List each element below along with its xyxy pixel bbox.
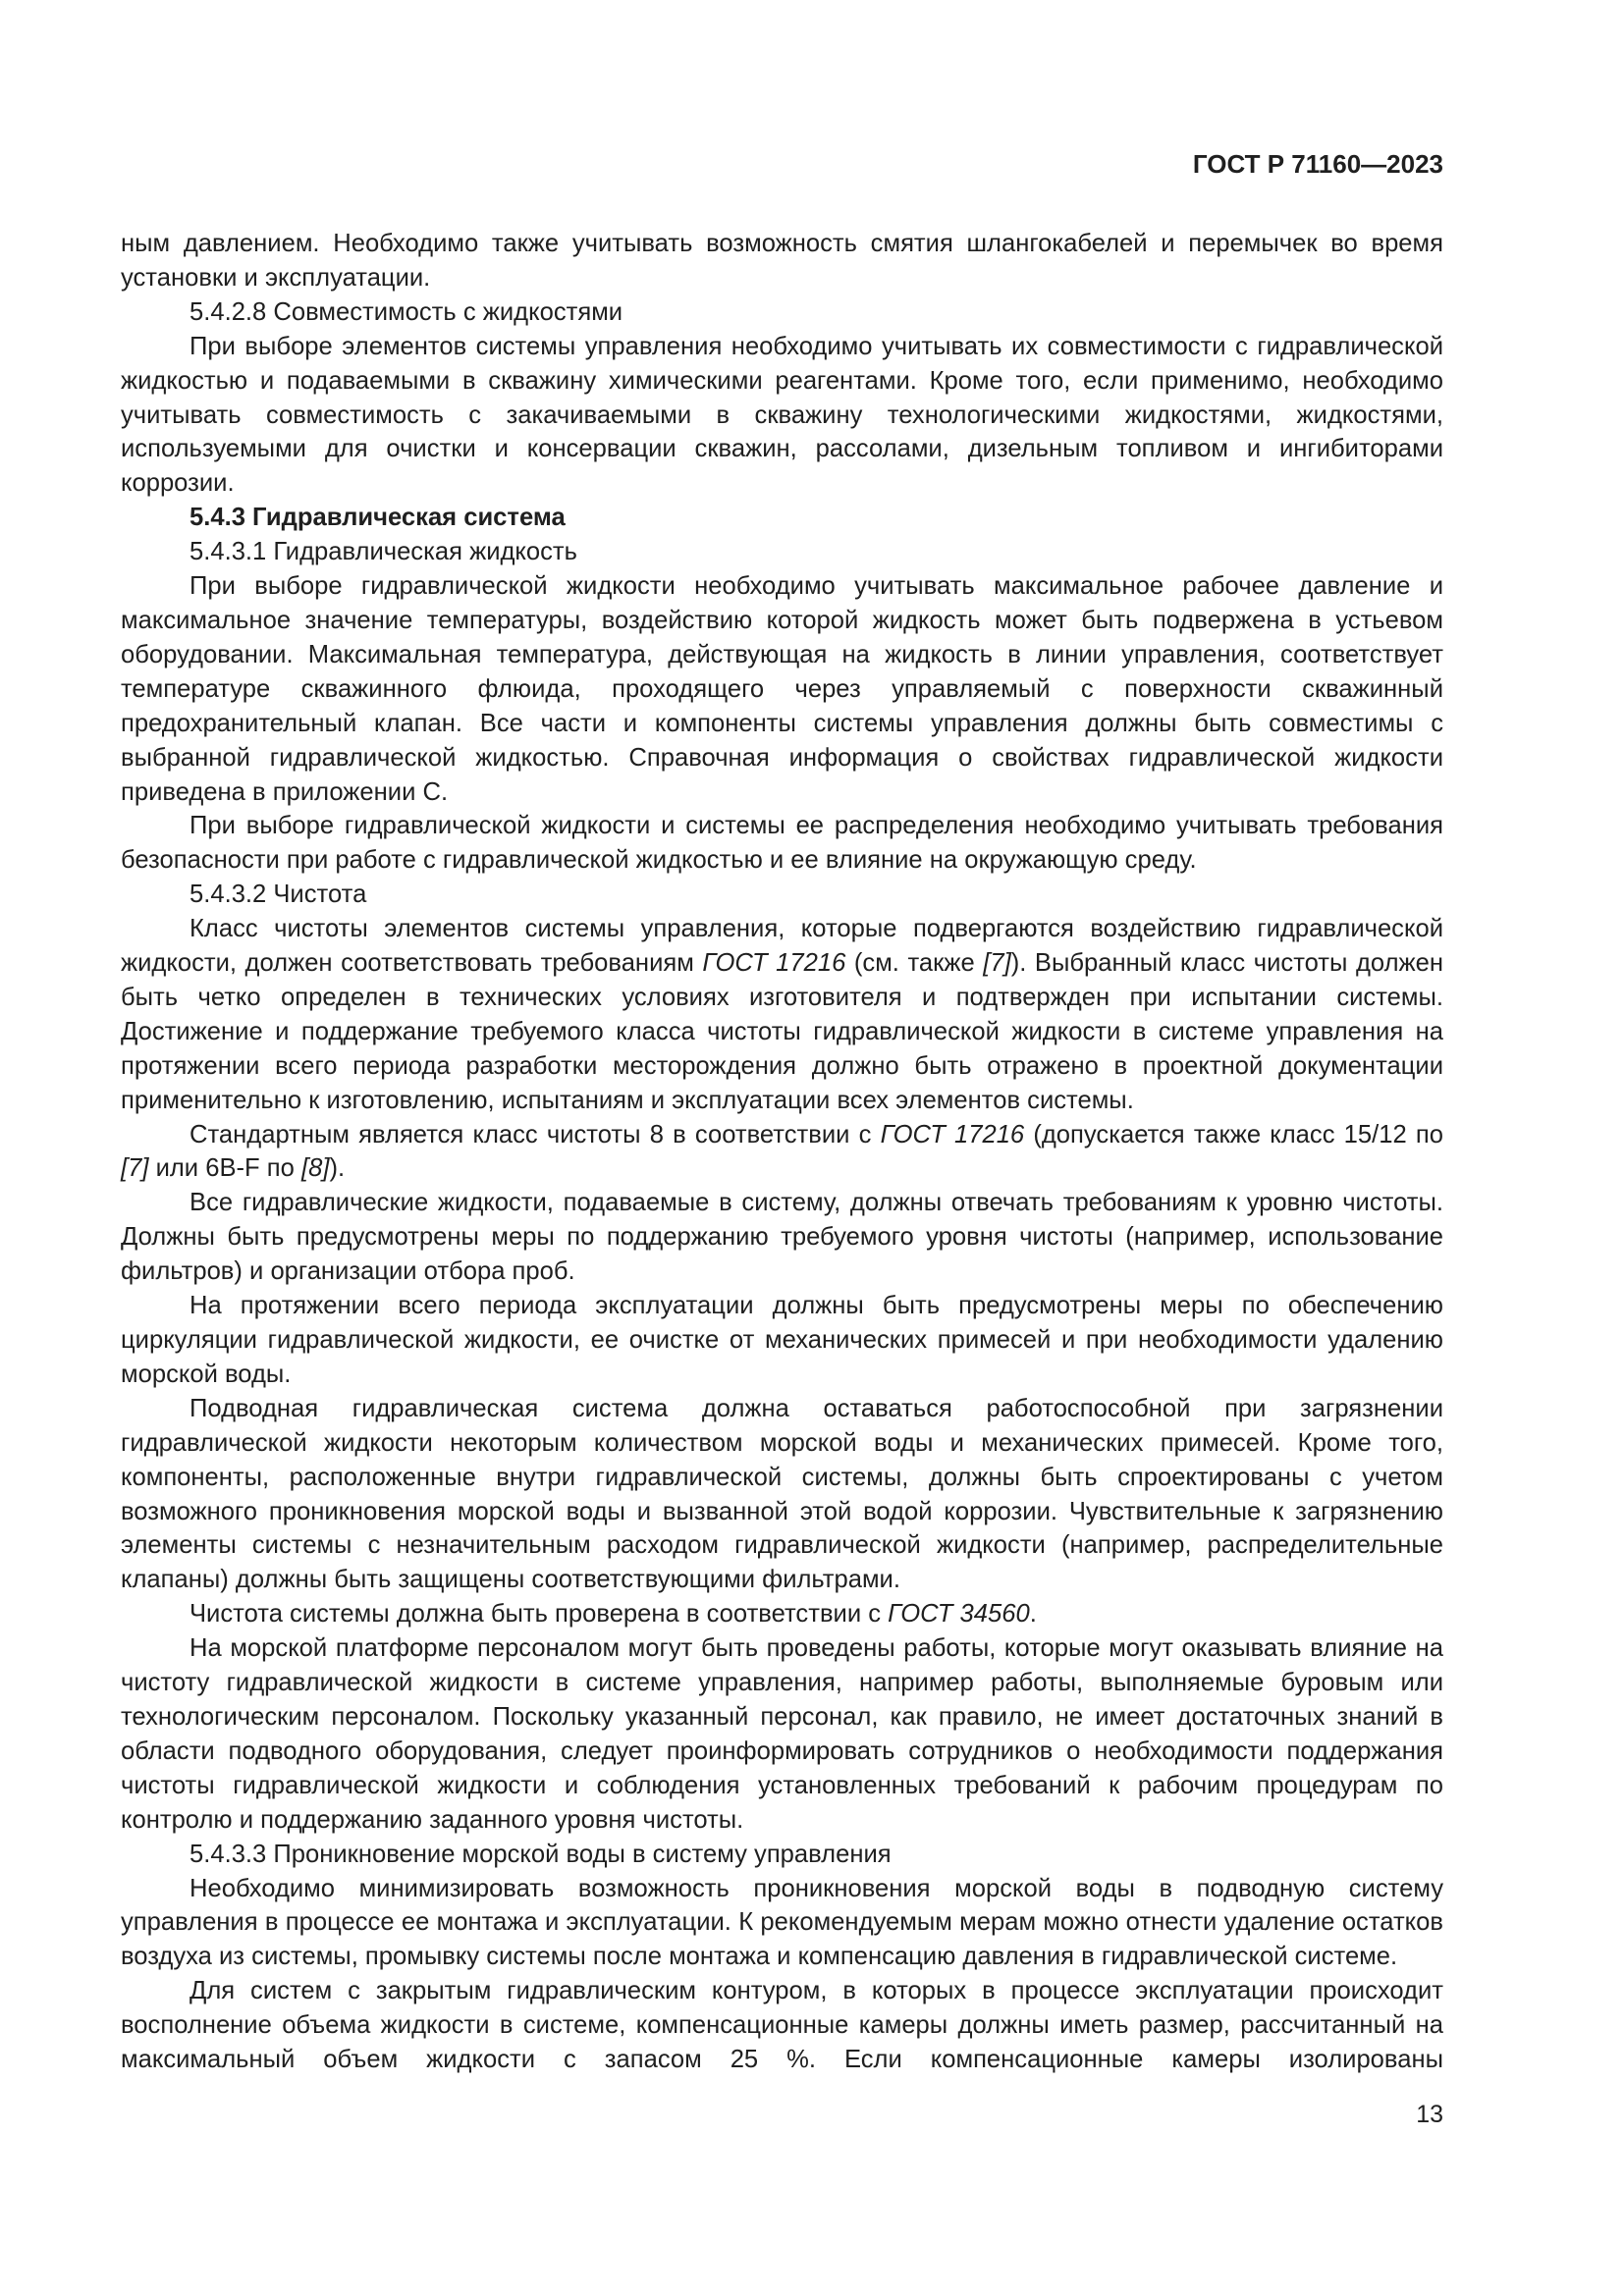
text-run: Чистота системы должна быть проверена в соответствии с (189, 1600, 889, 1629)
text-run: (допускается также класс 15/12 по (1024, 1120, 1443, 1148)
paragraph: На протяжении всего периода эксплуатации должны быть предусмотрены меры по обеспечению циркуляции гидравлической жидкости, ее очистке от механических примесей и при необходимости удалению морской воды. (121, 1292, 1443, 1388)
paragraph: Подводная гидравлическая система должна оставаться работоспособной при загрязнении гидравлической жидкости некоторым количеством морской воды и механических примесей. Кроме того, компоненты, расположенные внутри гидравлической системы, должны быть спроектированы с учетом возможного проникновения морской воды и вызванной этой водой коррозии. Чувствительные к загрязнению элементы системы с незначительным расходом гидравлической жидкости (например, распределительные клапаны) должны быть защищены соответствующими фильтрами. (121, 1394, 1443, 1594)
paragraph (121, 1597, 1443, 1631)
section-heading: 5.4.3 Гидравлическая система (189, 504, 566, 532)
subsection-heading: 5.4.3.3 Проникновение морской воды в систему управления (189, 1840, 892, 1868)
standard-reference: ГОСТ 17216 (702, 949, 846, 978)
paragraph: При выборе элементов системы управления необходимо учитывать их совместимости с гидравлической жидкостью и подаваемыми в скважину химическими реагентами. Кроме того, если применимо, необходимо учитывать совместимость с закачиваемыми в скважину технологическими жидкостями, жидкостями, используемыми для очистки и консервации скважин, рассолами, дизельным топливом и ингибиторами коррозии. (121, 332, 1443, 498)
paragraph (121, 912, 1443, 1117)
text-run: (см. также (845, 949, 984, 978)
text-run: или 6В-F по (148, 1154, 301, 1183)
paragraph: При выборе гидравлической жидкости необходимо учитывать максимальное рабочее давление и максимальное значение температуры, воздействию которой жидкость может быть подвержена в устьевом оборудовании. Максимальная температура, действующая на жидкость в линии управления, соответствует температуре скважинного флюида, проходящего через управляемый с поверхности скважинный предохранительный клапан. Все части и компоненты системы управления должны быть совместимы с выбранной гидравлической жидкостью. Справочная информация о свойствах гидравлической жидкости приведена в приложении С. (121, 572, 1443, 806)
standard-reference: ГОСТ 17216 (880, 1120, 1025, 1148)
subsection-heading: 5.4.2.8 Совместимость с жидкостями (189, 297, 623, 326)
paragraph: При выборе гидравлической жидкости и системы ее распределения необходимо учитывать требования безопасности при работе с гидравлической жидкостью и ее влияние на окружающую среду. (121, 812, 1443, 875)
paragraph: ным давлением. Необходимо также учитывать возможность смятия шлангокабелей и перемычек во время установки и эксплуатации. (121, 230, 1443, 292)
subsection-heading: 5.4.3.2 Чистота (189, 881, 367, 909)
text-run: . (1029, 1600, 1037, 1629)
text-run: ). (329, 1154, 346, 1183)
bibliography-reference: [7] (983, 949, 1011, 978)
document-header: ГОСТ Р 71160—2023 (1192, 149, 1443, 179)
text-run: Стандартным является класс чистоты 8 в соответствии с (189, 1120, 881, 1148)
paragraph: Для систем с закрытым гидравлическим контуром, в которых в процессе эксплуатации происходит восполнение объема жидкости в системе, компенсационные камеры должны иметь размер, рассчитанный на максимальный объем жидкости с запасом 25 %. Если компенсационные камеры изолированы (121, 1977, 1443, 2074)
standard-reference: ГОСТ 34560 (888, 1600, 1030, 1629)
text-run: ). Выбранный класс чистоты должен быть четко определен в технических условиях изготовителя и подтвержден при испытании системы. Достижение и поддержание требуемого класса чистоты гидравлической жидкости в системе управления на протяжении всего периода разработки месторождения должно быть отражено в проектной документации применительно к изготовлению, испытаниям и эксплуатации всех элементов системы. (121, 949, 1443, 1114)
bibliography-reference: [8] (301, 1154, 330, 1183)
paragraph: Все гидравлические жидкости, подаваемые в систему, должны отвечать требованиям к уровню чистоты. Должны быть предусмотрены меры по поддержанию требуемого уровня чистоты (например, использование фильтров) и организации отбора проб. (121, 1189, 1443, 1286)
paragraph: На морской платформе персоналом могут быть проведены работы, которые могут оказывать влияние на чистоту гидравлической жидкости в системе управления, например работы, выполняемые буровым или технологическим персоналом. Поскольку указанный персонал, как правило, не имеет достаточных знаний в области подводного оборудования, следует проинформировать сотрудников о необходимости поддержания чистоты гидравлической жидкости и соблюдения установленных требований к рабочим процедурам по контролю и поддержанию заданного уровня чистоты. (121, 1634, 1443, 1834)
body-text (121, 227, 1443, 2077)
paragraph (121, 1118, 1443, 1187)
page-number: 13 (1416, 2101, 1443, 2128)
paragraph: Необходимо минимизировать возможность проникновения морской воды в подводную систему управления в процессе ее монтажа и эксплуатации. К рекомендуемым мерам можно отнести удаление остатков воздуха из системы, промывку системы после монтажа и компенсацию давления в гидравлической системе. (121, 1874, 1443, 1971)
text-run: Класс чистоты элементов системы управления, которые подвергаются воздействию гидравлической жидкости, должен соответствовать требованиям (121, 915, 1443, 978)
bibliography-reference: [7] (121, 1154, 149, 1183)
subsection-heading: 5.4.3.1 Гидравлическая жидкость (189, 538, 577, 566)
